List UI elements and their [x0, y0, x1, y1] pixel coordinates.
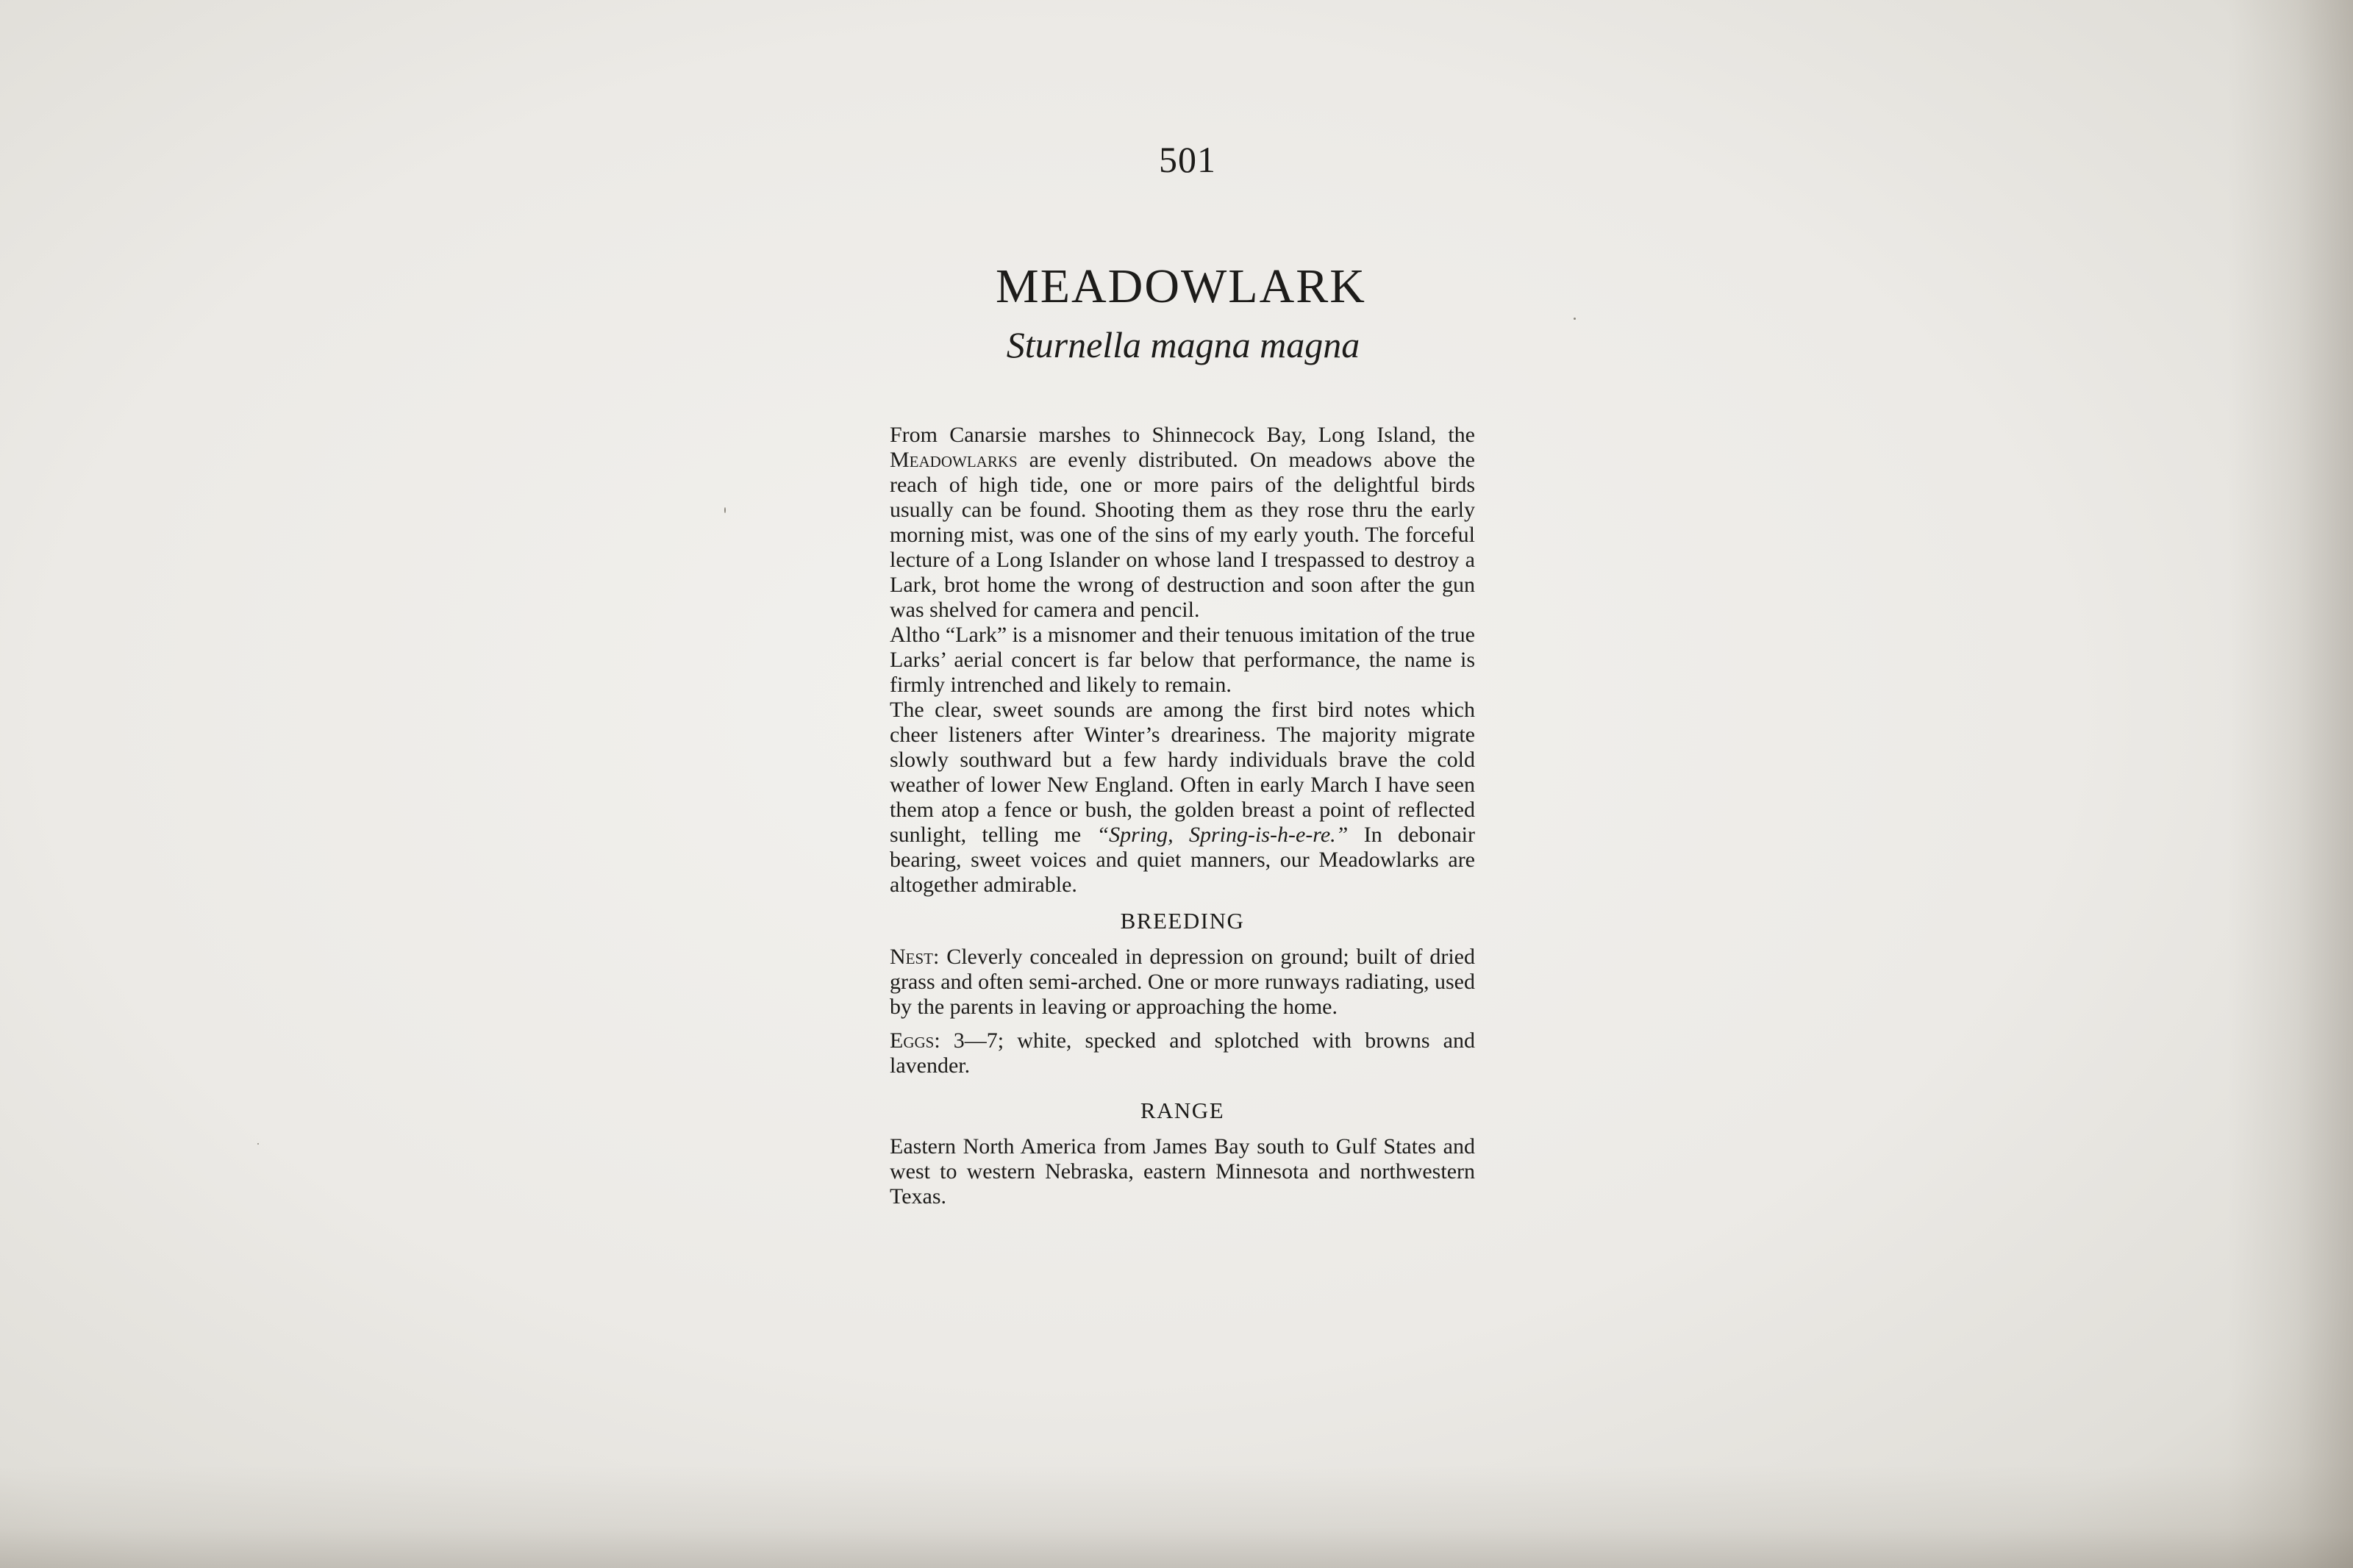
breeding-heading: BREEDING: [1120, 908, 1245, 934]
song-phrase: “Spring, Spring-is-h-e-re.”: [1096, 823, 1349, 847]
paper-speck: [724, 507, 726, 513]
intro-paragraph-3: [890, 698, 1475, 898]
article-body: [890, 423, 1475, 1209]
intro-paragraph-1: [890, 423, 1475, 623]
intro-text: From Canarsie marshes to Shinnecock Bay, Long Island, the: [890, 423, 1475, 447]
page-title: MEADOWLARK: [996, 259, 1366, 314]
intro-text: The clear, sweet sounds are among the first bird notes which cheer listeners after Winter’s dreariness. The majority migrate slowly southward but a few hardy individuals brave the cold weather of lower New England. Often in early March I have seen them atop a fence or bush, the golden breast a point of reflected sunlight, telling me: [890, 698, 1475, 847]
scientific-name: Sturnella magna magna: [1006, 324, 1360, 365]
intro-paragraph-2: Altho “Lark” is a misnomer and their tenuous imitation of the true Larks’ aerial concert is far below that performance, the name is firmly intrenched and likely to remain.: [890, 623, 1475, 697]
page-edge-shadow-bottom: [0, 1465, 2353, 1568]
range-paragraph: Eastern North America from James Bay south to Gulf States and west to western Nebraska, eastern Minnesota and northwestern Texas.: [890, 1134, 1475, 1209]
paper-speck: [1574, 318, 1576, 320]
intro-text: are evenly distributed. On meadows above the reach of high tide, one or more pairs of the delightful birds usually can be found. Shooting them as they rose thru the early morning mist, was one of the sins of my early youth. The forceful lecture of a Long Islander on whose land I trespassed to destroy a Lark, brot home the wrong of destruction and soon after the gun was shelved for camera and pencil.: [890, 448, 1475, 622]
page-edge-shadow-right: [2228, 0, 2353, 1568]
intro-text: In debonair bearing, sweet voices and quiet manners, our Meadowlarks are altogether admirable.: [890, 823, 1475, 897]
nest-text: : Cleverly concealed in depression on ground; built of dried grass and often semi-arched. One or more runways radiating, used by the parents in leaving or approaching the home.: [890, 945, 1475, 1019]
nest-label: Nest: [890, 945, 933, 969]
page-number: 501: [1159, 139, 1216, 180]
nest-paragraph: [890, 945, 1475, 1020]
paper-speck: [257, 1143, 259, 1145]
eggs-paragraph: [890, 1028, 1475, 1078]
eggs-text: : 3—7; white, specked and splotched with browns and lavender.: [890, 1028, 1475, 1078]
bird-name-smallcaps: Meadowlarks: [890, 448, 1018, 472]
range-heading: RANGE: [1140, 1098, 1225, 1123]
eggs-label: Eggs: [890, 1028, 935, 1053]
